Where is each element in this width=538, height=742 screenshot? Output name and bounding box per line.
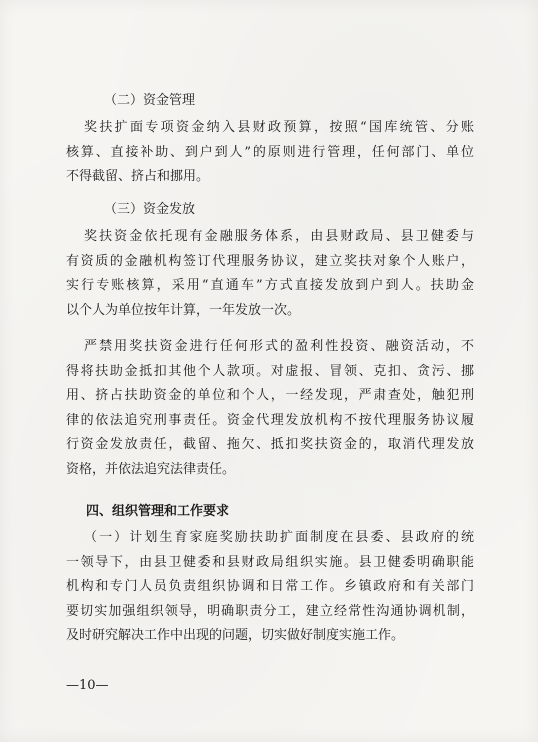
paragraph-line: 行资金发放责任，截留、拖欠、抵扣奖扶资金的，取消代理发放: [66, 437, 474, 453]
paragraph-line: 实行专账核算，采用“直通车”方式直接发放到户到人。扶助金: [66, 278, 474, 294]
paragraph-line: （一）计划生育家庭奖励扶助扩面制度在县委、县政府的统: [84, 530, 474, 545]
paragraph-line: 严禁用奖扶资金进行任何形式的盈利性投资、融资活动，不: [84, 339, 474, 354]
paragraph-line: 资格，并依法追究法律责任。: [66, 461, 236, 477]
paragraph-line: 用、挤占扶助资金的单位和个人，一经发现，严肃查处，触犯刑: [66, 388, 474, 404]
section-heading-organization: 四、组织管理和工作要求: [86, 504, 230, 519]
paragraph-line: 机构和专门人员负责组织协调和日常工作。乡镇政府和有关部门: [66, 579, 474, 595]
paragraph-fund-distribution: [66, 225, 474, 323]
paragraph-line: 不得截留、挤占和挪用。: [66, 169, 210, 185]
paragraph-line: 核算、直接补助、到户到人”的原则进行管理，任何部门、单位: [66, 144, 474, 160]
paragraph-organization: [66, 526, 474, 649]
paragraph-line: 有资质的金融机构签订代理服务协议，建立奖扶对象个人账户，: [66, 253, 474, 269]
section-heading-fund-distribution: （三）资金发放: [104, 202, 196, 217]
paragraph-line: 得将扶助金抵扣其他个人款项。对虚报、冒领、克扣、贪污、挪: [66, 363, 474, 379]
paragraph-line: 奖扶扩面专项资金纳入县财政预算，按照“国库统管、分账: [84, 120, 474, 135]
paragraph-line: 要切实加强组织领导，明确职责分工，建立经常性沟通协调机制，: [66, 603, 474, 619]
paragraph-line: 奖扶资金依托现有金融服务体系，由县财政局、县卫健委与: [84, 229, 474, 244]
page-number: —10—: [66, 678, 109, 693]
section-heading-fund-management: （二）资金管理: [104, 93, 196, 108]
paragraph-line: 以个人为单位按年计算，一年发放一次。: [66, 302, 301, 318]
paragraph-line: 律的依法追究刑事责任。资金代理发放机构不按代理服务协议履: [66, 412, 474, 428]
paragraph-prohibition: [66, 335, 474, 483]
paragraph-line: 及时研究解决工作中出现的问题，切实做好制度实施工作。: [66, 628, 405, 644]
paragraph-line: 一领导下，由县卫健委和县财政局组织实施。县卫健委明确职能: [66, 554, 474, 570]
paragraph-fund-management: [66, 116, 474, 190]
